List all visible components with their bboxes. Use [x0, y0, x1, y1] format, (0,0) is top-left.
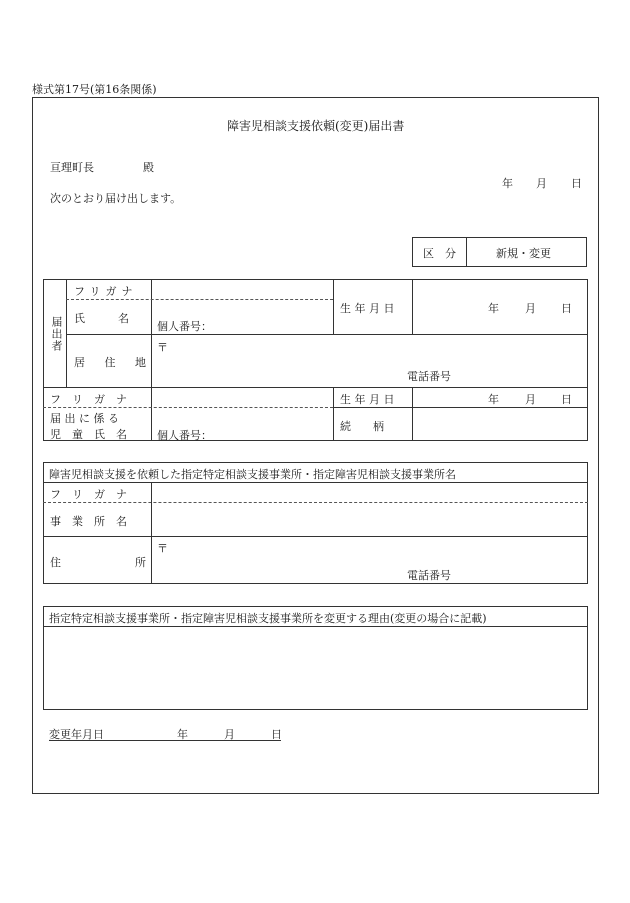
office-furigana-field[interactable] — [153, 484, 586, 501]
office-name-label: 事 業 所 名 — [50, 515, 127, 528]
applicant-birth-year: 年 — [488, 302, 499, 315]
reason-field[interactable] — [45, 628, 586, 708]
applicant-address-label: 居 住 地 — [74, 356, 154, 369]
office-furigana-label: フ リ ガ ナ — [50, 488, 127, 501]
applicant-my-number-label: 個人番号： — [157, 320, 212, 333]
category-value[interactable]: 新規・変更 — [496, 247, 551, 260]
header-date-day: 日 — [571, 177, 582, 190]
honorific: 殿 — [143, 161, 154, 174]
header-date-year: 年 — [502, 177, 513, 190]
child-my-number-label: 個人番号： — [157, 429, 212, 442]
office-postal-mark: 〒 — [157, 542, 168, 555]
header-date-month: 月 — [536, 177, 547, 190]
child-name-label-line1: 届 出 に 係 る — [50, 412, 119, 425]
child-birthdate-label: 生 年 月 日 — [340, 393, 395, 406]
form-id: 様式第17号(第16条関係) — [32, 83, 157, 96]
child-furigana-field[interactable] — [153, 389, 331, 406]
intro-text: 次のとおり届け出します。 — [50, 192, 182, 205]
applicant-section-label: 届出者 — [50, 316, 63, 352]
change-date-label: 変更年月日 — [49, 728, 104, 741]
change-date-day: 日 — [271, 728, 282, 741]
applicant-birth-month: 月 — [525, 302, 536, 315]
change-date-month: 月 — [224, 728, 235, 741]
addressee: 亘理町長 — [50, 161, 94, 174]
office-name-field[interactable] — [153, 504, 586, 535]
applicant-phone-label: 電話番号 — [407, 370, 451, 383]
child-birth-year: 年 — [488, 393, 499, 406]
applicant-name-label: 氏 名 — [74, 312, 129, 325]
office-address-label-l: 住 — [50, 556, 61, 569]
applicant-postal-mark: 〒 — [157, 341, 168, 354]
child-birth-day: 日 — [561, 393, 572, 406]
change-date-year: 年 — [177, 728, 188, 741]
child-name-label-line2: 児 童 氏 名 — [50, 428, 127, 441]
child-relationship-label: 続 柄 — [340, 420, 384, 433]
applicant-furigana-label: フリガナ — [74, 285, 138, 298]
office-phone-label: 電話番号 — [407, 569, 451, 582]
office-header: 障害児相談支援を依頼した指定特定相談支援事業所・指定障害児相談支援事業所名 — [49, 468, 456, 481]
office-address-label-r: 所 — [135, 556, 146, 569]
child-birth-month: 月 — [525, 393, 536, 406]
child-furigana-label: フ リ ガ ナ — [50, 393, 127, 406]
applicant-furigana-field[interactable] — [153, 281, 331, 298]
applicant-birthdate-label: 生 年 月 日 — [340, 302, 395, 315]
category-label: 区 分 — [423, 247, 456, 260]
reason-header: 指定特定相談支援事業所・指定障害児相談支援事業所を変更する理由(変更の場合に記載) — [49, 612, 487, 625]
form-title: 障害児相談支援依頼(変更)届出書 — [227, 119, 405, 133]
applicant-birth-day: 日 — [561, 302, 572, 315]
